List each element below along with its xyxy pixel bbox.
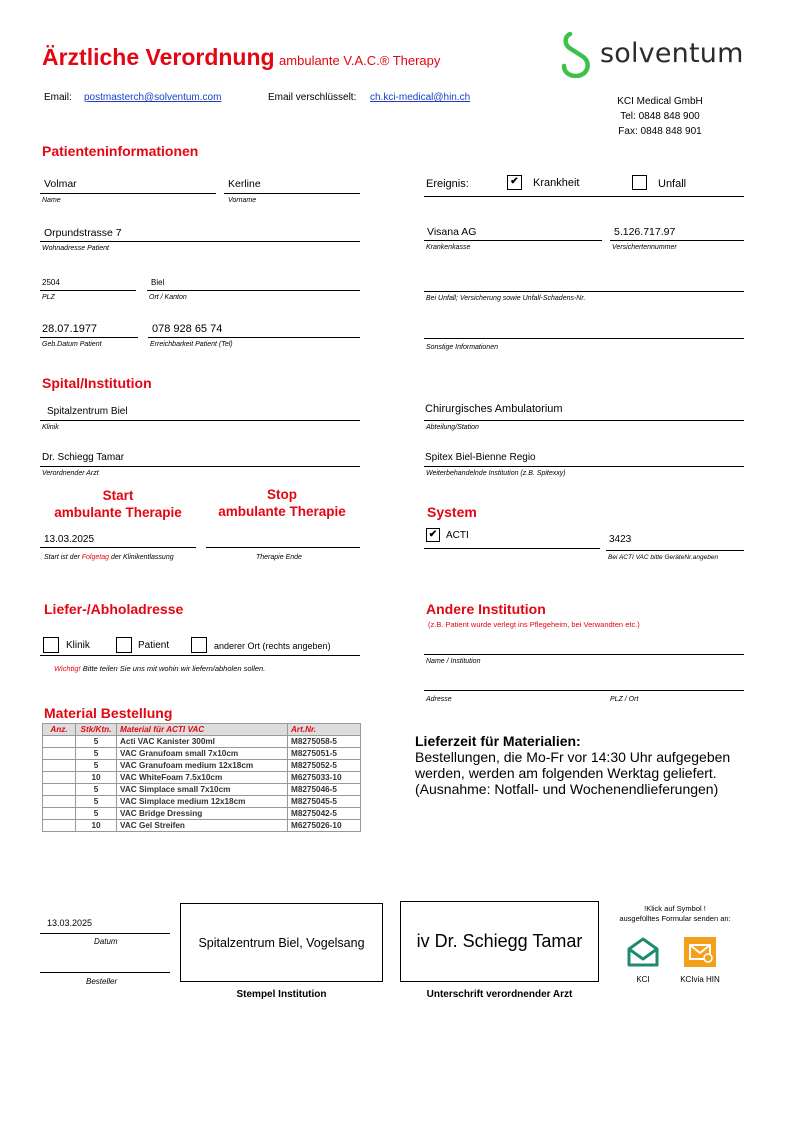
footer-orderer-label: Besteller <box>86 977 118 986</box>
signature-box[interactable] <box>400 901 599 982</box>
material-name-cell: VAC Simplace medium 12x18cm <box>117 796 288 808</box>
delivery-line <box>40 655 360 656</box>
followup-value[interactable]: Spitex Biel-Bienne Regio <box>425 452 536 463</box>
delivery-clinic-checkbox[interactable] <box>43 637 59 653</box>
material-name-cell: VAC Simplace small 7x10cm <box>117 784 288 796</box>
material-pack-cell: 5 <box>76 796 117 808</box>
material-artno-cell: M8275042-5 <box>288 808 361 820</box>
other-inst-name-line <box>424 654 744 655</box>
doctor-line <box>40 466 360 467</box>
clinic-label: Klinik <box>42 424 59 431</box>
followup-line <box>424 466 744 467</box>
material-qty-cell[interactable] <box>43 820 76 832</box>
material-qty-cell[interactable] <box>43 748 76 760</box>
therapy-start-label <box>44 554 174 561</box>
doctor-label: Verordnender Arzt <box>42 470 99 477</box>
insurance-no-label: Versichertennummer <box>612 244 677 251</box>
other-inst-sub: (z.B. Patient wurde verlegt ins Pflegeheim, bei Verwandten etc.) <box>428 620 640 629</box>
patient-phone-label: Erreichbarkeit Patient (Tel) <box>150 341 233 348</box>
patient-heading: Patienteninformationen <box>42 143 199 159</box>
footer-date-line <box>40 933 170 934</box>
material-qty-cell[interactable] <box>43 796 76 808</box>
patient-name-line <box>40 193 216 194</box>
stamp-box[interactable] <box>180 903 383 982</box>
send-kci-label: KCI <box>636 975 650 984</box>
event-accident-label: Unfall <box>658 178 687 190</box>
material-row <box>43 808 361 820</box>
email-enc-link[interactable]: ch.kci-medical@hin.ch <box>370 92 471 103</box>
email-link[interactable]: postmasterch@solventum.com <box>84 92 222 103</box>
patient-firstname-line <box>224 193 360 194</box>
system-line <box>424 548 600 549</box>
other-inst-plz-label: PLZ / Ort <box>610 696 639 703</box>
material-artno-cell: M8275046-5 <box>288 784 361 796</box>
email-label: Email: <box>44 92 72 103</box>
footer-orderer-line <box>40 972 170 973</box>
patient-city-label: Ort / Kanton <box>149 294 187 301</box>
material-row <box>43 760 361 772</box>
insurance-no-value[interactable]: 5.126.717.97 <box>614 226 676 238</box>
material-name-cell: VAC Bridge Dressing <box>117 808 288 820</box>
company-name: KCI Medical GmbH <box>617 96 703 107</box>
therapy-start-label-1: Start ist der <box>44 554 80 561</box>
material-row <box>43 772 361 784</box>
device-no-line <box>606 550 744 551</box>
delivery-info <box>415 733 730 797</box>
material-artno-cell: M8275052-5 <box>288 760 361 772</box>
kci-contact <box>600 94 720 139</box>
therapy-start-title-2: ambulante Therapie <box>54 505 182 520</box>
delivery-other-label: anderer Ort (rechts angeben) <box>214 641 331 651</box>
send-note-1: !Klick auf Symbol ! <box>644 904 706 913</box>
patient-plz-label: PLZ <box>42 294 55 301</box>
patient-phone-line <box>148 337 360 338</box>
therapy-start-title-1: Start <box>102 488 134 503</box>
followup-label: Weiterbehandelnde Institution (z.B. Spitexxy) <box>426 470 566 477</box>
patient-firstname-label: Vorname <box>228 197 257 204</box>
send-note <box>606 904 744 924</box>
material-artno-cell: M8275045-5 <box>288 796 361 808</box>
material-col-header: Material für ACTI VAC <box>117 724 288 736</box>
insurer-label: Krankenkasse <box>426 244 471 251</box>
patient-dob-value[interactable]: 28.07.1977 <box>42 323 98 335</box>
patient-name-value[interactable]: Volmar <box>44 178 77 190</box>
footer-date-label: Datum <box>94 937 118 946</box>
patient-address-line <box>40 241 360 242</box>
patient-plz-value[interactable]: 2504 <box>42 278 60 287</box>
insurer-line <box>424 240 602 241</box>
delivery-info-line2: werden, werden am folgenden Werktag geliefert. <box>415 765 717 781</box>
delivery-info-line3: (Ausnahme: Notfall- und Wochenendlieferungen) <box>415 781 719 797</box>
material-row <box>43 820 361 832</box>
company-tel: Tel: 0848 848 900 <box>620 111 700 122</box>
accident-line <box>424 291 744 292</box>
send-kci-button[interactable] <box>626 935 660 969</box>
delivery-note <box>54 664 265 673</box>
therapy-end-label: Therapie Ende <box>256 554 302 561</box>
other-info-label: Sonstige Informationen <box>426 344 498 351</box>
clinic-line <box>40 420 360 421</box>
other-inst-name-label: Name / Institution <box>426 658 481 665</box>
system-acti-label: ACTI <box>446 530 469 541</box>
other-inst-address-line <box>424 690 744 691</box>
send-note-2: ausgefülltes Formular senden an: <box>619 914 731 923</box>
therapy-stop-title-2: ambulante Therapie <box>218 504 346 519</box>
insurer-value[interactable]: Visana AG <box>427 226 477 238</box>
delivery-clinic-label: Klinik <box>66 640 90 651</box>
material-artno-cell: M8275051-5 <box>288 748 361 760</box>
material-row <box>43 748 361 760</box>
material-pack-cell: 5 <box>76 784 117 796</box>
material-qty-cell[interactable] <box>43 772 76 784</box>
material-header-row <box>43 724 361 736</box>
system-heading: System <box>427 504 477 520</box>
event-line <box>424 196 744 197</box>
stamp-text: Spitalzentrum Biel, Vogelsang <box>198 935 365 950</box>
material-artno-cell: M6275026-10 <box>288 820 361 832</box>
material-pack-cell: 5 <box>76 748 117 760</box>
therapy-stop-title-1: Stop <box>267 487 297 502</box>
event-label: Ereignis: <box>426 178 469 190</box>
material-pack-cell: 10 <box>76 820 117 832</box>
delivery-patient-label: Patient <box>138 640 170 651</box>
delivery-other-checkbox[interactable] <box>191 637 207 653</box>
other-info-line <box>424 338 744 339</box>
patient-phone-value[interactable]: 078 928 65 74 <box>152 323 223 335</box>
therapy-start-title <box>40 487 196 521</box>
patient-city-value[interactable]: Biel <box>151 278 165 287</box>
other-inst-heading: Andere Institution <box>426 601 546 617</box>
therapy-start-line <box>40 547 196 548</box>
patient-city-line <box>147 290 360 291</box>
delivery-note-text: Bitte teilen Sie uns mit wohin wir liefern/abholen sollen. <box>82 664 266 673</box>
material-pack-cell: 5 <box>76 808 117 820</box>
material-pack-cell: 5 <box>76 736 117 748</box>
delivery-patient-checkbox[interactable] <box>116 637 132 653</box>
material-table <box>42 723 361 832</box>
delivery-info-title: Lieferzeit für Materialien: <box>415 733 581 749</box>
material-col-header: Art.Nr. <box>288 724 361 736</box>
therapy-stop-title <box>204 486 360 520</box>
material-pack-cell: 10 <box>76 772 117 784</box>
material-pack-cell: 5 <box>76 760 117 772</box>
patient-address-value[interactable]: Orpundstrasse 7 <box>44 227 122 239</box>
material-name-cell: Acti VAC Kanister 300ml <box>117 736 288 748</box>
device-no-value[interactable]: 3423 <box>609 534 632 545</box>
event-accident-checkbox[interactable] <box>632 175 647 190</box>
delivery-heading: Liefer-/Abholadresse <box>44 601 184 617</box>
solventum-logo-icon <box>560 32 596 78</box>
material-qty-cell[interactable] <box>43 736 76 748</box>
other-inst-address-label: Adresse <box>426 696 452 703</box>
patient-dob-line <box>40 337 138 338</box>
system-acti-checkbox[interactable] <box>426 528 440 542</box>
material-name-cell: VAC Granufoam small 7x10cm <box>117 748 288 760</box>
material-heading: Material Bestellung <box>44 705 173 721</box>
patient-name-label: Name <box>42 197 61 204</box>
logo-wordmark: solventum <box>600 38 744 69</box>
insurance-no-line <box>610 240 744 241</box>
delivery-note-red: Wichtig! <box>54 664 81 673</box>
material-row <box>43 796 361 808</box>
stamp-caption: Stempel Institution <box>236 989 327 1000</box>
title-main: Ärztliche Verordnung <box>42 44 275 70</box>
title-sub: ambulante V.A.C.® Therapy <box>279 53 441 68</box>
send-hin-button[interactable] <box>684 937 716 967</box>
check-icon: ✔ <box>428 529 438 540</box>
patient-plz-line <box>40 290 136 291</box>
mail-open-icon <box>626 935 660 969</box>
department-value[interactable]: Chirurgisches Ambulatorium <box>425 403 563 415</box>
solventum-logo <box>560 32 744 78</box>
event-illness-checkbox[interactable] <box>507 175 522 190</box>
send-hin-label: KCIvia HIN <box>680 975 720 984</box>
material-qty-cell[interactable] <box>43 808 76 820</box>
email-enc-label: Email verschlüsselt: <box>268 92 357 103</box>
hospital-heading: Spital/Institution <box>42 375 152 391</box>
therapy-end-line <box>206 547 360 548</box>
delivery-info-line1: Bestellungen, die Mo-Fr vor 14:30 Uhr aufgegeben <box>415 749 731 765</box>
check-icon: ✔ <box>510 176 519 187</box>
material-qty-cell[interactable] <box>43 784 76 796</box>
department-line <box>424 420 744 421</box>
device-no-label: Bei ACTI VAC bitte GeräteNr.angeben <box>608 554 719 561</box>
footer-date-value[interactable]: 13.03.2025 <box>47 918 93 928</box>
company-fax: Fax: 0848 848 901 <box>618 126 702 137</box>
material-artno-cell: M8275058-5 <box>288 736 361 748</box>
accident-label: Bei Unfall; Versicherung sowie Unfall-Schadens-Nr. <box>426 295 586 302</box>
event-illness-label: Krankheit <box>533 177 580 189</box>
patient-address-label: Wohnadresse Patient <box>42 245 109 252</box>
patient-dob-label: Geb.Datum Patient <box>42 341 102 348</box>
material-artno-cell: M6275033-10 <box>288 772 361 784</box>
material-col-header: Anz. <box>43 724 76 736</box>
material-name-cell: VAC Gel Streifen <box>117 820 288 832</box>
material-row <box>43 784 361 796</box>
material-name-cell: VAC WhiteFoam 7.5x10cm <box>117 772 288 784</box>
doctor-value[interactable]: Dr. Schiegg Tamar <box>42 452 125 463</box>
material-name-cell: VAC Granufoam medium 12x18cm <box>117 760 288 772</box>
mail-secure-icon <box>684 937 716 967</box>
material-row <box>43 736 361 748</box>
therapy-start-label-red: Folgetag <box>81 554 109 561</box>
material-col-header: Stk/Ktn. <box>76 724 117 736</box>
material-qty-cell[interactable] <box>43 760 76 772</box>
signature-text: iv Dr. Schiegg Tamar <box>416 931 583 951</box>
form-title <box>42 44 440 71</box>
clinic-value[interactable]: Spitalzentrum Biel <box>47 406 128 417</box>
therapy-start-date[interactable]: 13.03.2025 <box>44 534 95 545</box>
department-label: Abteilung/Station <box>426 424 479 431</box>
patient-firstname-value[interactable]: Kerline <box>228 178 261 190</box>
signature-caption: Unterschrift verordnender Arzt <box>426 989 573 1000</box>
therapy-start-label-2: der Klinikentlassung <box>110 554 174 561</box>
